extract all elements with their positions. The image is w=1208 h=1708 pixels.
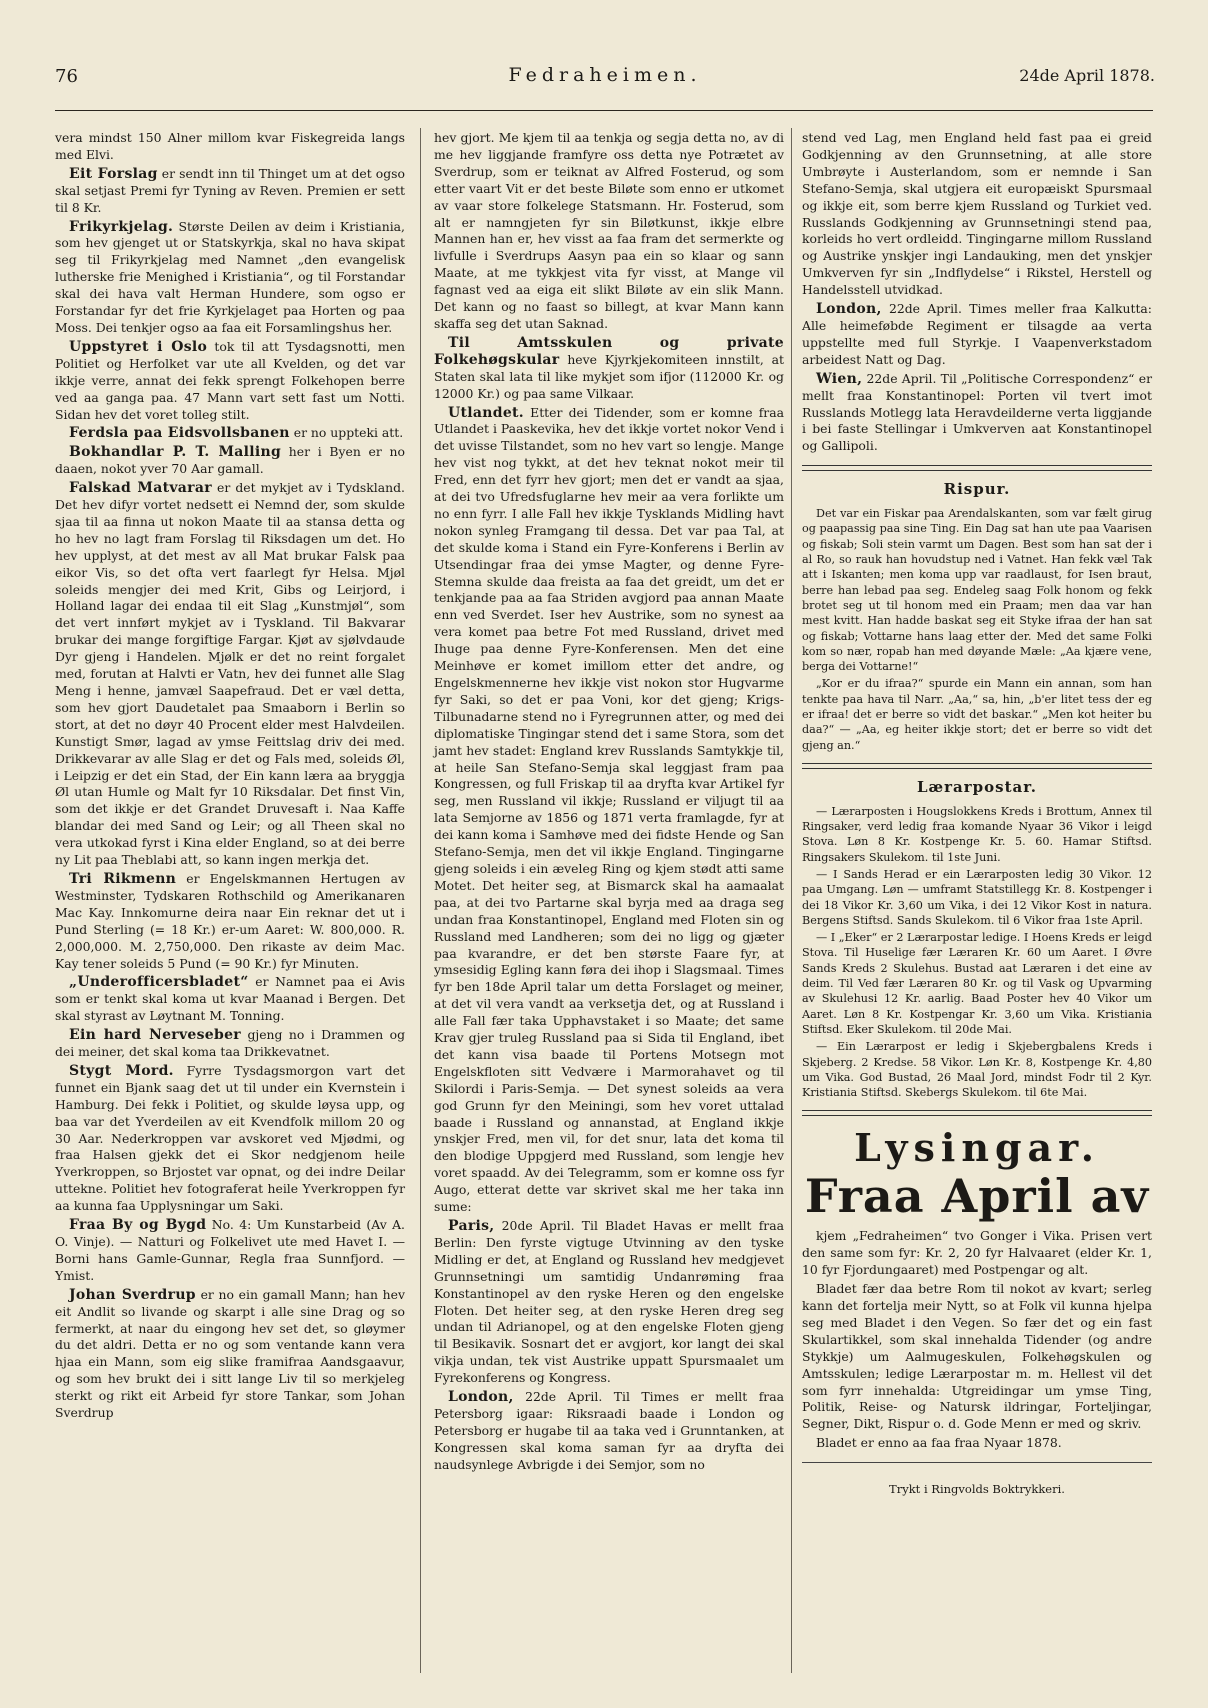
ad-paragraph: Bladet fær daa betre Rom til nokot av kvart; serleg kann det fortelja meir Nytt, so at Folk vil kunna hjelpa seg med Bladet i den Vegen. So fær det og ein fast Skulartikkel, som skal innehalda Tidender (og andre Stykkje) um Aalmugeskulen, Folkehøgskulen og Amtsskulen; ledige Lærarpostar m. m. Hellest vil det som fyrr innehalda: Utgreidingar um ymse Ting, Politik, Reise- og Natursk ildringar, Forteljingar, Segner, Dikt, Rispur o. d. Gode Menn er med og skriv. <box>802 1281 1152 1432</box>
article-paragraph <box>55 1217 405 1285</box>
article-paragraph <box>55 425 405 442</box>
laerar-section <box>802 804 1152 1101</box>
article-headline: Ein hard Nerveseber <box>69 1027 241 1044</box>
laerar-notice: — Ein Lærarpost er ledig i Skjebergbalens Kreds i Skjeberg. 2 Kredse. 58 Vikor. Løn Kr. 8, Kostpenge Kr. 4,80 um Vika. God Bustad, 26 Maal Jord, mindst Fodr til 2 Kyr. Kristiania Stiftsd. Skebergs Skulekom. til 6te Mai. <box>802 1040 1152 1100</box>
ad-title: Lysingar. <box>854 1125 1100 1171</box>
article-paragraph <box>55 130 405 164</box>
article-text: stend ved Lag, men England held fast paa ei greid Godkjenning av den Grunnsetning, at alle store Umbrøyte i Austerlandom, som er nemnde i San Stefano-Semja, skal utgjera eit europæiskt Spursmaal og ikkje eit, som berre kjem Russland og Turkiet ved. Russlands Godkjenning av Grunnsetningi stend paa, korleids ho vert ordleidd. Tingingarne millom Russland og Austrike ynskjer ingi Landauking, men det ynskjer Umkverven fyr sin „Indflydelse“ i Rikstel, Herstell og Handelsstell utvidkad. <box>802 130 1152 298</box>
printer-line: Trykt i Ringvolds Boktrykkeri. <box>889 1482 1065 1497</box>
article-text: 22de April. Til „Politische Correspondenz“ er mellt fraa Konstantinopel: Porten vil tvert imot Russlands Motlegg lata Heravdeilderne verta liggjande i bei faste Stellingar i Umkverven aat Konstantinopel og Gallipoli. <box>802 370 1152 454</box>
article-text: Etter dei Tidender, som er komne fraa Utlandet i Paaskevika, hev det ikkje vortet nokor Vend i det uvisse Tilstandet, som no hev vart so lengje. Mange hev vist nog tykkt, at det hev teknat nokot meir til Fred, enn det fyrr hev gjort; men det er vandt aa sjaa, at dei tvo Ufredsfuglarne hev meir aa vera forlikte um no enn fyrr. I alle Fall hev ikkje Tysklands Midling havt nokon synleg Framgang til dessa. Det var paa Tal, at det skulde koma i Stand ein Fyre-Konferens i Berlin av Utsendingar fraa dei ymse Magter, og denne Fyre-Stemna skulde daa freista aa faa det greidt, um det er tenkjande paa aa faa Striden avgjord paa annan Maate enn ved Sverdet. Iser hev Austrike, som no synest aa vera komet paa betre Fot med Russland, drivet med Ihuge paa denne Fyre-Konferensen. Men det eine Meinhøve er komet imillom etter det andre, og Engelskmennerne hev ikkje vist nokon stor Hugvarme fyr Saki, so det er paa Voni, kor det gjeng; Krigs-Tilbunadarne stend no i Fyregrunnen atter, og med dei diplomatiske Tingingar stend det i same Stora, som det jamt hev stadet: England krev Russlands Samtykkje til, at heile San Stefano-Semja skal leggjast fram paa Kongressen, og full Friskap til aa dryfta kvar Artikel fyr seg, men Russland vil ikkje; Russland er viljugt til aa lata Semjorne av 1856 og 1871 verta framlagde, fyr at dei kann koma i Samhøve med dei fidste Hende og San Stefano-Semja, men det vil ikkje England. Tingingarne gjeng soleids i ein æveleg Ring og kjem stødt atti same Motet. Det heiter seg, at Bismarck skal ha aamaalat paa, at dei tvo Partarne skal byrja med aa draga seg undan fraa Konstantinopel, England med Floten sin og Russland med Landheren; som dei no ligg og gjæter paa kvarandre, er det ben største Faare fyr, at ymsesidig Egling kann føra dei ihop i Slagsmaal. Times fyr ben 18de April talar um detta Forslaget og meiner, at det vil vera vandt aa verksetja det, og at Russland i alle Fall fær taka Upphavstaket i so Maate; det same Krav gjer truleg Russland paa si Sida til England, ibet det kann visa baade til Portens Motsegn mot Engelskfloten sitt Vedvære i Marmorahavet og til Skilordi i Paris-Semja. — Det synest soleids aa vera god Grunn fyr den Meiningi, som hev voret uttalad baade i Russland og annanstad, at England ikkje ynskjer Fred, men vil, for det snur, lata det koma til den blodige Uppgjerd med Russland, som lengje hev voret spaadd. Av dei Telegramm, som er komne oss fyr Augo, etterat dette var skrivet skal me her taka inn sume: <box>434 404 784 1215</box>
rispur-title: Rispur. <box>943 480 1011 499</box>
article-headline: Paris, <box>448 1218 495 1234</box>
article-paragraph <box>55 444 405 478</box>
issue-date: 24de April 1878. <box>1019 66 1155 85</box>
footer-rule <box>802 1462 1152 1463</box>
article-paragraph <box>802 371 1152 456</box>
article-text: tok til att Tysdagsnotti, men Politiet og Herfolket var ute all Kvelden, og det var ikkje verre, annat dei fekk sprengt Folkehopen berre ved aa ganga paa. 47 Mann vart sett fast um Notti. Sidan hev det voret tolleg stilt. <box>55 338 405 422</box>
article-paragraph <box>55 339 405 424</box>
ad-subtitle: Fraa April av <box>804 1169 1150 1224</box>
article-text: Fyrre Tysdagsmorgon vart det funnet ein Bjank saag det ut til under ein Kvernstein i Hamburg. Dei fekk i Politiet, og skulde løysa upp, og baa var det Yverdeilen av eit Kvendfolk millom 20 og 30 Aar. Nederkroppen var avskoret ved Mjødmi, og fraa Halsen gjekk det ei Skor nedgjenom heile Yverkroppen, so Brjostet var opnat, og dei indre Deilar uttekne. Politiet hev fotograferat heile Yverkroppen fyr aa kunna faa Upplysningar um Saki. <box>55 1062 405 1214</box>
article-paragraph <box>434 1218 784 1387</box>
section-rule <box>802 763 1152 769</box>
article-paragraph <box>55 1287 405 1422</box>
article-text: No. 4: Um Kunstarbeid (Av A. O. Vinje). — Natturi og Folkelivet ute med Havet I. — Borni hans Gamle-Gunnar, Regla fraa Sunnfjord. — Ymist. <box>55 1217 405 1283</box>
article-headline: London, <box>816 301 882 318</box>
column-divider-1 <box>420 128 421 1673</box>
section-rule <box>802 1110 1152 1116</box>
article-text: hev gjort. Me kjem til aa tenkja og segja detta no, av di me hev liggjande framfyre oss detta nye Potrætet av Sverdrup, som er teiknat av Alfred Fosterud, og som etter vaart Vit er det beste Biløte som enno er utkomet av vaar store folkelege Statsmann. Hr. Fosterud, som alt er namngjeten fyr sin Biløtkunst, ikkje elbre Mannen han er, hev visst aa faa fram det sermerkte og livfulle i Sverdrups Aasyn paa ein so klaar og sann Maate, at me tykkjest vita fyr visst, at Mange vil fagnast ved aa eiga eit slikt Biløte av ein slik Mann. Det kann og no faast so billegt, at kvar Mann kann skaffa seg det utan Saknad. <box>434 130 784 331</box>
article-text: 22de April. Til Times er mellt fraa Petersborg igaar: Riksraadi baade i London og Petersborg er hugabe til aa taka ved i Grunntanken, at Kongressen skal koma saman fyr aa dryfta dei naudsynlege Avbrigde i dei Semjor, som no <box>434 1389 784 1472</box>
article-headline: Til Amtsskulen og private Folkehøgskular <box>434 334 784 368</box>
article-paragraph <box>434 130 784 333</box>
article-headline: Bokhandlar P. T. Malling <box>69 444 282 461</box>
article-headline: Utlandet. <box>448 404 524 421</box>
article-text: heve Kjyrkjekomiteen innstilt, at Staten skal lata til like mykjet som ifjor (112000 Kr. og 12000 Kr.) og paa same Vilkaar. <box>434 351 784 401</box>
article-headline: Johan Sverdrup <box>69 1286 196 1303</box>
page-number: 76 <box>55 66 78 87</box>
section-rule <box>802 465 1152 471</box>
article-headline: London, <box>448 1389 514 1406</box>
article-text: 20de April. Til Bladet Havas er mellt fraa Berlin: Den fyrste vigtuge Utvinning av den tyske Midling er det, at England og Russland hev medgjevet Grunnsetningi um samtidig Undanrøming fraa Konstantinopel av den ryske Heren og den engelske Floten. Det heiter seg, at den ryske Heren dreg seg undan til Adrianopel, og at den engelske Floten gjeng til Besikavik. Sosnart det er avgjort, kor langt dei skal vikja undan, tek vist Austrike uppatt Spursmaalet um Fyrekonferens og Kongress. <box>434 1218 784 1386</box>
article-text: gjeng no i Drammen og dei meiner, det skal koma taa Drikkevatnet. <box>55 1027 406 1060</box>
article-text: er sendt inn til Thinget um at det ogso skal setjast Premi fyr Tyning av Reven. Premien er sett til 8 Kr. <box>55 165 405 215</box>
article-text: her i Byen er no daaen, nokot yver 70 Aar gamall. <box>55 444 405 477</box>
article-headline: Tri Rikmenn <box>69 870 177 887</box>
column-3 <box>802 130 1152 1498</box>
article-headline: Fraa By og Bygd <box>69 1217 207 1234</box>
column-3-news <box>802 130 1152 455</box>
article-headline: Frikyrkjelag. <box>69 218 174 235</box>
article-paragraph <box>802 130 1152 299</box>
article-text: er Namnet paa ei Avis som er tenkt skal koma ut kvar Maanad i Bergen. Det skal styrast av Løytnant M. Tonning. <box>55 974 405 1024</box>
laerar-notice: — I Sands Herad er ein Lærarposten ledig 30 Vikor. 12 paa Umgang. Løn — umframt Statstillegg Kr. 8. Kostpenger i dei 18 Vikor Kr. 3,60 um Vika, i dei 12 Vikor Kost in natura. Bergens Stiftsd. Sands Skulekom. til 6 Vikor fraa 1ste April. <box>802 867 1152 927</box>
rispur-paragraph: Det var ein Fiskar paa Arendalskanten, som var fælt girug og paapassig paa sine Ting. Ein Dag sat han ute paa Vaarisen og fiskab; Soli stein varmt um Dagen. Best som han sat der i al Ro, so rauk han hovudstup ned i Vatnet. Han fekk væl Tak att i Iskanten; men koma upp var raadlaust, for Isen braut, berre han lebad paa seg. Endeleg saag Folk honom og fekk brotet seg ut til honom med ein Praam; men daa var han mest kvitt. Han hadde baskat seg eit Styke ifraa der han sat og fiskab; Vottarne hans laag etter der. Med det same Folki kom so nær, ropab han med døyande Mæle: „Aa kjære vene, berga dei Vottarne!“ <box>802 507 1152 674</box>
article-paragraph <box>434 335 784 403</box>
article-text: er Engelskmannen Hertugen av Westminster, Tydskaren Rothschild og Amerikanaren Mac Kay. Innkomurne deira naar Ein reknar det ut i Pund Sterling (= 18 Kr.) er-um Aaret: W. 800,000. R. 2,000,000. M. 2,750,000. Den rikaste av deim Mac. Kay tener soleids 5 Pund (= 90 Kr.) fyr Minuten. <box>55 870 405 971</box>
article-headline: Uppstyret i Oslo <box>69 338 208 355</box>
laerar-notice: — I „Eker“ er 2 Lærarpostar ledige. I Hoens Kreds er leigd Stova. Til Huselige fær Læraren Kr. 60 um Aaret. I Øvre Sands Kreds 2 Skulehus. Bustad aat Læraren i det eine av deim. Til Ved fær Læraren 80 Kr. og til Vask og Upvarming av Skulehusi 12 Kr. aarlig. Baad Poster hev 40 Vikor um Aaret. Løn 8 Kr. Kostpengar Kr. 3,60 um Vika. Kristiania Stiftsd. Eker Skulekom. til 20de Mai. <box>802 931 1152 1036</box>
laerar-title: Lærarpostar. <box>916 777 1038 796</box>
article-paragraph <box>434 1389 784 1474</box>
article-paragraph <box>55 166 405 217</box>
article-paragraph <box>55 1027 405 1061</box>
rispur-section <box>802 506 1152 753</box>
rispur-paragraph: „Kor er du ifraa?“ spurde ein Mann ein annan, som han tenkte paa hava til Narr. „Aa,“ sa, hin, „b'er litet tess der eg er ifraa! det er berre so vidt det baskar.“ „Men kot heiter bu daa?“ — „Aa, eg heiter ikkje stort; det er berre so vidt det gjeng an.“ <box>802 677 1152 752</box>
column-divider-2 <box>791 128 792 1673</box>
article-text: 22de April. Times meller fraa Kalkutta: Alle heimeføbde Regiment er tilsagde aa verta uppstellte med full Styrkje. I Vaapenverkstadom arbeidest Natt og Dag. <box>802 301 1152 367</box>
ad-paragraph: kjem „Fedraheimen“ tvo Gonger i Vika. Prisen vert den same som fyr: Kr. 2, 20 fyr Halvaaret (elder Kr. 1, 10 fyr Fjordungaaret) med Postpengar og alt. <box>802 1228 1152 1278</box>
article-headline: „Underofficersbladet“ <box>69 974 249 991</box>
article-text: vera mindst 150 Alner millom kvar Fiskegreida langs med Elvi. <box>55 130 405 162</box>
ad-section <box>802 1228 1152 1452</box>
column-1 <box>55 130 405 1424</box>
page-header <box>55 62 1155 92</box>
article-paragraph <box>55 219 405 337</box>
header-rule <box>55 110 1153 111</box>
article-headline: Ferdsla paa Eidsvollsbanen <box>69 425 290 442</box>
article-paragraph <box>55 480 405 869</box>
article-headline: Stygt Mord. <box>69 1062 174 1079</box>
article-text: er no uppteki att. <box>293 425 404 441</box>
article-paragraph <box>434 405 784 1217</box>
column-2 <box>434 130 784 1476</box>
laerar-notice: — Lærarposten i Hougslokkens Kreds i Brottum, Annex til Ringsaker, verd ledig fraa komande Nyaar 36 Vikor i leigd Stova. Løn 8 Kr. Kostpenge Kr. 5. 60. Hamar Stiftsd. Ringsakers Skulekom. til 1ste Juni. <box>802 804 1152 864</box>
article-text: Største Deilen av deim i Kristiania, som hev gjenget ut or Statskyrkja, skal no hava skipat seg til Frikyrkjelag med Namnet „den evangelisk lutherske frie Menighed i Kristiania“, og til Forstandar skal dei hava valt Herman Hundere, som ogso er Forstandar fyr det frie Kyrkjelaget paa Horten og paa Moss. Dei tenkjer ogso aa faa eit Forsamlingshus her. <box>55 218 405 335</box>
article-text: er det mykjet av i Tydskland. Det hev difyr vortet nedsett ei Nemnd der, som skulde sjaa til aa finna ut nokon Maate til aa stansa detta og ho hev no lagt fram Forslag til Riksdagen um det. Ho hev upplyst, at det mest av all Mat brukar Falsk paa eikor Vis, so det ofta vert faarlegt fyr Helsa. Mjøl soleids mengjer dei med Krit, Gibs og Leirjord, i Holland lagar dei endaa til eit Slag „Kunstmjøl“, som det vert innført mykjet av i Tyskland. Til Bakvarar brukar dei mange forgiftige Fargar. Kjøt av sjølvdaude Dyr gjeng i Handelen. Mjølk er det no reint forgalet med, forutan at Halvti er Vatn, hev dei funnet alle Slag Meng i henne, jamvæl Saapefraud. Det er væl detta, som hev gjort Daudetalet paa Smaaborn i Berlin so stort, at det no døyr 40 Procent elder mest Halvdeilen. Kunstigt Smør, lagad av ymse Feittslag driv dei med. Drikkevarar av alle Slag er det og Fals med, soleids Øl, i Leipzig er det ein Stad, der Ein kann læra aa bryggja Øl utan Humle og Malt fyr 10 Riksdalar. Det finst Vin, som det ikkje er det Grandet Druvesaft i. Naa Kaffe blandar dei med Sand og Leir; og all Theen skal no vera utkokad fyrst i Kina elder England, so at dei berre ny Lit paa Theblabi att, so kann ingen merkja det. <box>55 480 405 868</box>
ad-paragraph: Bladet er enno aa faa fraa Nyaar 1878. <box>816 1435 1062 1451</box>
article-paragraph <box>55 974 405 1025</box>
article-headline: Eit Forslag <box>69 165 158 182</box>
article-paragraph <box>55 871 405 972</box>
masthead-title: Fedraheimen. <box>508 64 702 86</box>
article-headline: Falskad Matvarar <box>69 480 212 497</box>
article-headline: Wien, <box>816 370 863 387</box>
article-paragraph <box>55 1063 405 1215</box>
article-text: er no ein gamall Mann; han hev eit Andlit so livande og skarpt i alle sine Drag og so fermerkt, at naar du eingong hev set det, so gløymer du det aldri. Detta er no og som ventande kann vera hjaa ein Mann, som eig slike framifraa Aandsgaavur, og som hev brukt dei i sitt lange Liv til so merkjeleg sterkt og rikt eit Arbeid fyr store Tankar, som Johan Sverdrup <box>55 1286 405 1421</box>
article-paragraph <box>802 301 1152 369</box>
